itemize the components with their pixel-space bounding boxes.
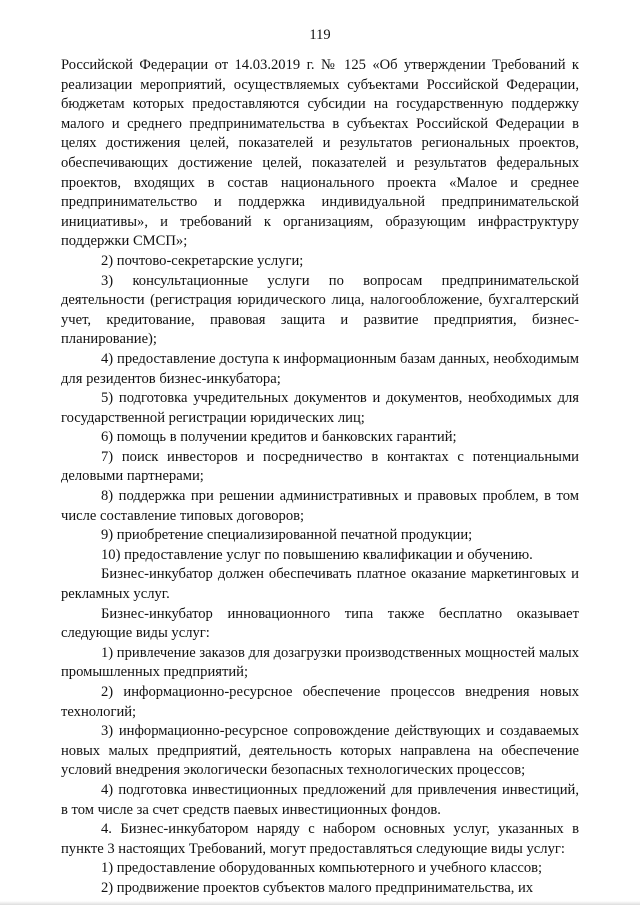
paragraph-item: 8) поддержка при решении административных и правовых проблем, в том числе составление типовых договоров;: [61, 488, 579, 524]
paragraph-item: 10) предоставление услуг по повышению квалификации и обучению.: [101, 546, 533, 563]
page-number: 119: [309, 27, 331, 43]
paragraph-item: 1) предоставление оборудованных компьютерного и учебного классов;: [101, 860, 543, 877]
paragraph-item: 5) подготовка учредительных документов и документов, необходимых для государственной регистрации юридических лиц;: [61, 390, 579, 426]
paragraph: Бизнес-инкубатор должен обеспечивать платное оказание маркетинговых и рекламных услуг.: [61, 566, 579, 603]
paragraph-item: 1) привлечение заказов для дозагрузки производственных мощностей малых промышленных предприятий;: [61, 644, 579, 681]
paragraph-item: 2) почтово-секретарские услуги;: [101, 252, 304, 269]
paragraph-item: 2) информационно-ресурсное обеспечение процессов внедрения новых технологий;: [61, 684, 579, 720]
paragraph-item: 3) консультационные услуги по вопросам предпринимательской деятельности (регистрация юридического лица, налогообложение, бухгалтерский учет, кредитование, правовая защита и развитие предприятия, бизнес-планирование);: [61, 272, 579, 348]
paragraph-continuation: Российской Федерации от 14.03.2019 г. № 125 «Об утверждении Требований к реализации мероприятий, осуществляемых субъектами Российской Федерации, бюджетам которых предоставляются субсидии на государственную поддержку малого и среднего предпринимательства в субъектах Российской Федерации в целях достижения целей, показателей и результатов региональных проектов, обеспечивающих достижение целей, показателей и результатов федеральных проектов, входящих в состав национального проекта «Малое и среднее предпринимательство и поддержка индивидуальной предпринимательской инициативы», и требований к организациям, образующим инфраструктуру поддержки СМСП»;: [61, 57, 579, 250]
page-bottom-edge: [0, 901, 640, 905]
paragraph-item: 6) помощь в получении кредитов и банковских гарантий;: [101, 429, 457, 446]
document-body: [61, 56, 579, 899]
paragraph-section-4: 4. Бизнес-инкубатором наряду с набором основных услуг, указанных в пункте 3 настоящих Требований, могут предоставляться следующие виды услуг:: [61, 821, 579, 857]
paragraph-item: 4) подготовка инвестиционных предложений для привлечения инвестиций, в том числе за счет средств паевых инвестиционных фондов.: [61, 781, 579, 818]
paragraph-item: 3) информационно-ресурсное сопровождение действующих и создаваемых новых малых предприятий, деятельность которых направлена на обеспечение условий внедрения экологически безопасных технологических процессов;: [61, 723, 579, 779]
paragraph-item-continues: 2) продвижение проектов субъектов малого предпринимательства, их: [101, 879, 534, 896]
paragraph-item: 7) поиск инвесторов и посредничество в контактах с потенциальными деловыми партнерами;: [61, 448, 579, 485]
paragraph-item: 9) приобретение специализированной печатной продукции;: [101, 527, 473, 544]
paragraph: Бизнес-инкубатор инновационного типа также бесплатно оказывает следующие виды услуг:: [61, 605, 579, 642]
paragraph-item: 4) предоставление доступа к информационным базам данных, необходимым для резидентов бизнес-инкубатора;: [61, 350, 579, 387]
